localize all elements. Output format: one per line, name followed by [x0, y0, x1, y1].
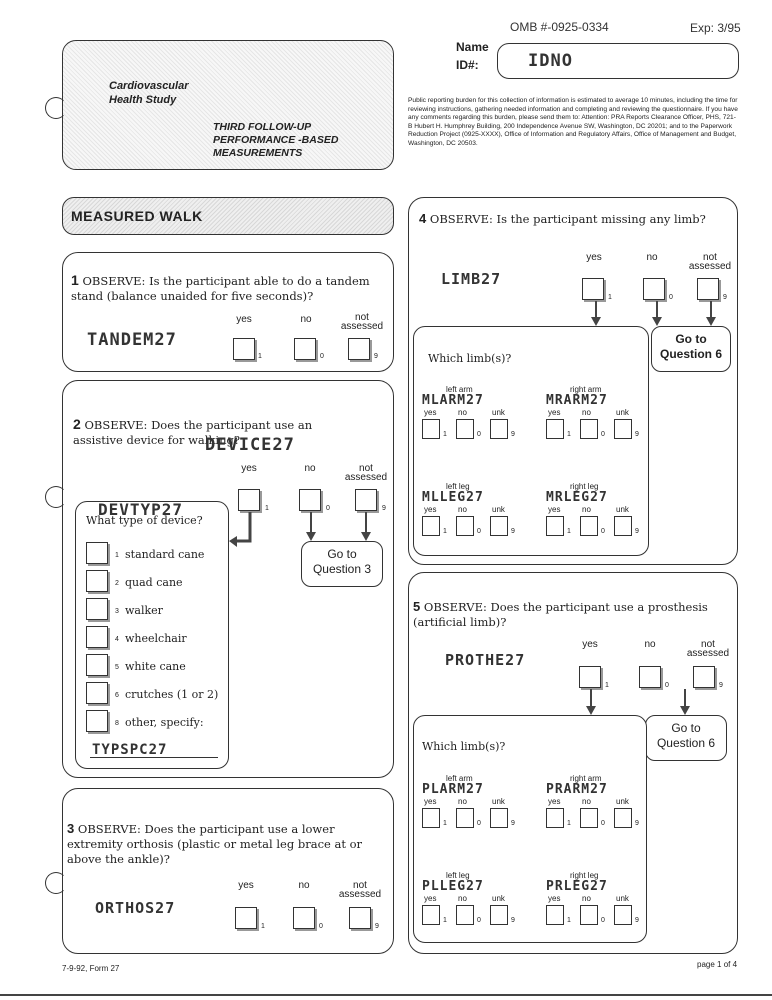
q4-right-arm-unk-checkbox[interactable] [614, 419, 632, 439]
q4-right-arm-yes-label: yes [548, 408, 561, 417]
form-subtitle-line2: PERFORMANCE -BASED [213, 134, 339, 146]
q5-right-leg-yes-code: 1 [567, 917, 571, 924]
q4-which-limb-label: Which limb(s)? [428, 352, 512, 365]
q3-yes-checkbox[interactable] [235, 907, 257, 929]
q4-right-leg-no-checkbox[interactable] [580, 516, 598, 536]
q4-left-leg-unk-label: unk [492, 505, 505, 514]
q5-right-leg-yes-checkbox[interactable] [546, 905, 564, 925]
q5-right-leg-no-label: no [582, 894, 591, 903]
q4-left-arm-no-code: 0 [477, 431, 481, 438]
device-label: standard cane [125, 548, 205, 561]
q5-arrows [409, 573, 737, 723]
q5-right-arm-no-checkbox[interactable] [580, 808, 598, 828]
q5-right-leg-no-code: 0 [601, 917, 605, 924]
q5-no-label: no [644, 639, 656, 650]
q2-yes-code: 1 [265, 505, 269, 512]
q4-right-arm-unk-code: 9 [635, 431, 639, 438]
question-5-text: OBSERVE: Does the participant use a prosthesis (artificial limb)? [413, 600, 708, 629]
question-3-box [62, 788, 394, 954]
footer-form-id: 7-9-92, Form 27 [62, 964, 120, 973]
q5-goto-box: Go to Question 6 [645, 715, 727, 761]
device-checkbox-2[interactable] [86, 570, 108, 592]
question-1-number: 1 [71, 272, 79, 288]
q5-left-arm-yes-checkbox[interactable] [422, 808, 440, 828]
device-code: 1 [115, 552, 119, 559]
footer-page-number: page 1 of 4 [697, 960, 738, 969]
study-name-line1: Cardiovascular [109, 80, 189, 92]
q2-na-code: 9 [382, 505, 386, 512]
q1-na-checkbox[interactable] [348, 338, 370, 360]
q4-right-arm-label: right arm [570, 385, 602, 394]
q5-right-arm-no-code: 0 [601, 820, 605, 827]
q5-left-leg-no-checkbox[interactable] [456, 905, 474, 925]
q5-right-arm-unk-code: 9 [635, 820, 639, 827]
q5-left-leg-unk-label: unk [492, 894, 505, 903]
q5-yes-label: yes [582, 639, 598, 650]
q5-right-leg-yes-label: yes [548, 894, 561, 903]
q5-na-code: 9 [719, 682, 723, 689]
question-2-box [62, 380, 394, 778]
q5-left-leg-variable: PLLEG27 [422, 879, 484, 894]
question-5-number: 5 [413, 599, 421, 614]
q1-yes-checkbox[interactable] [233, 338, 255, 360]
device-checkbox-6[interactable] [86, 682, 108, 704]
q5-left-arm-yes-code: 1 [443, 820, 447, 827]
q4-left-leg-yes-code: 1 [443, 528, 447, 535]
q4-right-arm-yes-code: 1 [567, 431, 571, 438]
q4-right-leg-unk-label: unk [616, 505, 629, 514]
q4-left-leg-unk-checkbox[interactable] [490, 516, 508, 536]
q4-left-leg-no-label: no [458, 505, 467, 514]
device-code: 4 [115, 636, 119, 643]
q4-right-leg-no-code: 0 [601, 528, 605, 535]
q4-left-leg-variable: MLLEG27 [422, 490, 484, 505]
question-3-variable: ORTHOS27 [95, 899, 176, 917]
q4-right-arm-no-label: no [582, 408, 591, 417]
q5-left-arm-variable: PLARM27 [422, 782, 484, 797]
q2-yes-label: yes [241, 463, 257, 474]
q4-na-label: not assessed [688, 252, 732, 272]
q4-right-arm-yes-checkbox[interactable] [546, 419, 564, 439]
q5-na-label: not assessed [686, 639, 730, 659]
q4-left-leg-no-code: 0 [477, 528, 481, 535]
q4-right-arm-no-checkbox[interactable] [580, 419, 598, 439]
form-subtitle-line3: MEASUREMENTS [213, 147, 303, 159]
bottom-edge-line [0, 994, 772, 996]
study-name-line2: Health Study [109, 94, 177, 106]
device-checkbox-1[interactable] [86, 542, 108, 564]
q4-left-arm-unk-code: 9 [511, 431, 515, 438]
question-5-box [408, 572, 738, 954]
id-value: IDNO [528, 51, 573, 71]
q4-left-arm-no-label: no [458, 408, 467, 417]
q5-left-arm-no-label: no [458, 797, 467, 806]
q5-right-leg-no-checkbox[interactable] [580, 905, 598, 925]
device-label: white cane [125, 660, 186, 673]
q5-yes-code: 1 [605, 682, 609, 689]
q2-no-code: 0 [326, 505, 330, 512]
q5-right-leg-label: right leg [570, 871, 599, 880]
q4-left-arm-yes-label: yes [424, 408, 437, 417]
q5-left-leg-unk-code: 9 [511, 917, 515, 924]
question-5-variable: PROTHE27 [445, 651, 526, 669]
specify-line[interactable] [90, 757, 218, 758]
q5-right-arm-variable: PRARM27 [546, 782, 608, 797]
question-4-box [408, 197, 738, 565]
binder-hole-3 [45, 872, 67, 894]
q4-no-code: 0 [669, 294, 673, 301]
question-1-box [62, 252, 394, 372]
q5-left-leg-yes-label: yes [424, 894, 437, 903]
q5-left-leg-label: left leg [446, 871, 470, 880]
q5-left-leg-unk-checkbox[interactable] [490, 905, 508, 925]
q4-yes-label: yes [586, 252, 602, 263]
question-4-number: 4 [419, 211, 427, 226]
question-3-number: 3 [67, 821, 75, 836]
q4-right-leg-no-label: no [582, 505, 591, 514]
q2-goto-box: Go to Question 3 [301, 541, 383, 587]
binder-hole-1 [45, 97, 67, 119]
device-checkbox-8[interactable] [86, 710, 108, 732]
q5-right-leg-unk-label: unk [616, 894, 629, 903]
question-2-number: 2 [73, 416, 81, 432]
q5-left-arm-unk-checkbox[interactable] [490, 808, 508, 828]
q5-left-leg-yes-code: 1 [443, 917, 447, 924]
q4-right-leg-yes-code: 1 [567, 528, 571, 535]
device-label: quad cane [125, 576, 183, 589]
device-type-question: What type of device? [86, 514, 203, 527]
question-1-variable: TANDEM27 [87, 330, 177, 350]
device-label: wheelchair [125, 632, 187, 645]
device-type-box [75, 501, 229, 769]
q3-yes-code: 1 [261, 923, 265, 930]
q4-right-leg-unk-code: 9 [635, 528, 639, 535]
expiration-date: Exp: 3/95 [690, 21, 741, 35]
device-code: 3 [115, 608, 119, 615]
q5-right-leg-variable: PRLEG27 [546, 879, 608, 894]
q5-right-arm-yes-code: 1 [567, 820, 571, 827]
q4-left-leg-no-checkbox[interactable] [456, 516, 474, 536]
q4-left-leg-yes-label: yes [424, 505, 437, 514]
specify-variable: TYPSPC27 [92, 742, 168, 758]
question-2-text: OBSERVE: Does the participant use an assistive device for walking? [73, 418, 313, 447]
device-checkbox-5[interactable] [86, 654, 108, 676]
q1-yes-label: yes [236, 314, 252, 325]
question-4-text: OBSERVE: Is the participant missing any limb? [429, 212, 706, 226]
q5-right-arm-yes-label: yes [548, 797, 561, 806]
q5-which-limb-box [413, 715, 647, 943]
device-code: 8 [115, 720, 119, 727]
q5-no-code: 0 [665, 682, 669, 689]
q4-left-arm-label: left arm [446, 385, 473, 394]
section-title-box [62, 197, 394, 235]
omb-number: OMB #-0925-0334 [510, 20, 609, 34]
q5-left-arm-label: left arm [446, 774, 473, 783]
q4-left-arm-unk-checkbox[interactable] [490, 419, 508, 439]
device-checkbox-4[interactable] [86, 626, 108, 648]
q1-yes-code: 1 [258, 353, 262, 360]
q5-right-arm-label: right arm [570, 774, 602, 783]
id-label: ID#: [456, 58, 479, 72]
q4-goto-box: Go to Question 6 [651, 326, 731, 372]
q3-na-code: 9 [375, 923, 379, 930]
id-field[interactable] [497, 43, 739, 79]
q4-right-leg-label: right leg [570, 482, 599, 491]
device-type-variable: DEVTYP27 [98, 500, 184, 519]
q4-left-leg-label: left leg [446, 482, 470, 491]
q4-left-arm-variable: MLARM27 [422, 393, 484, 408]
q3-na-label: not assessed [338, 880, 382, 900]
q5-left-arm-no-code: 0 [477, 820, 481, 827]
device-label: crutches (1 or 2) [125, 688, 219, 701]
q3-no-checkbox[interactable] [293, 907, 315, 929]
q3-na-checkbox[interactable] [349, 907, 371, 929]
q4-left-arm-no-checkbox[interactable] [456, 419, 474, 439]
q5-right-arm-unk-label: unk [616, 797, 629, 806]
q5-left-leg-yes-checkbox[interactable] [422, 905, 440, 925]
q4-right-leg-yes-checkbox[interactable] [546, 516, 564, 536]
q1-na-code: 9 [374, 353, 378, 360]
device-code: 2 [115, 580, 119, 587]
q1-na-label: not assessed [340, 312, 384, 332]
q5-right-leg-unk-checkbox[interactable] [614, 905, 632, 925]
study-header-box [62, 40, 394, 170]
q4-right-leg-yes-label: yes [548, 505, 561, 514]
q4-right-leg-variable: MRLEG27 [546, 490, 608, 505]
question-1-text: OBSERVE: Is the participant able to do a tandem stand (balance unaided for five seconds)? [71, 274, 370, 303]
device-label: other, specify: [125, 716, 204, 729]
q4-na-code: 9 [723, 294, 727, 301]
q4-left-leg-unk-code: 9 [511, 528, 515, 535]
q5-which-limb-label: Which limb(s)? [422, 740, 506, 753]
q5-left-arm-unk-label: unk [492, 797, 505, 806]
q5-right-arm-yes-checkbox[interactable] [546, 808, 564, 828]
q5-left-arm-unk-code: 9 [511, 820, 515, 827]
burden-statement: Public reporting burden for this collection of information is estimated to average 10 minutes, including the time for reviewing instructions, gathering needed information and completing and reviewing the questionnaire. If you have any comments regarding this burden, please send them to: Attention: PRA Reports Clearance Officer, PHS, 721-B Hubert H. Humphrey Building, 200 Independence Avenue SW, Washington, DC 20201; and to the Paperwork Reduction Project (0925-XXXX), Office of Information and Regulatory Affairs, Office of Management and Budget, Washington, DC 20503. [408, 97, 738, 147]
device-code: 6 [115, 692, 119, 699]
q4-no-label: no [646, 252, 658, 263]
device-code: 5 [115, 664, 119, 671]
q4-right-arm-unk-label: unk [616, 408, 629, 417]
question-2-variable: DEVICE27 [205, 435, 295, 455]
device-label: walker [125, 604, 163, 617]
question-3-text: OBSERVE: Does the participant use a lower extremity orthosis (plastic or metal leg brace at or above the ankle)? [67, 822, 363, 866]
q4-left-arm-unk-label: unk [492, 408, 505, 417]
device-checkbox-3[interactable] [86, 598, 108, 620]
q4-left-leg-yes-checkbox[interactable] [422, 516, 440, 536]
q5-right-arm-no-label: no [582, 797, 591, 806]
q4-yes-code: 1 [608, 294, 612, 301]
q2-no-label: no [304, 463, 316, 474]
q5-left-leg-no-label: no [458, 894, 467, 903]
q4-right-arm-variable: MRARM27 [546, 393, 608, 408]
q1-no-checkbox[interactable] [294, 338, 316, 360]
q5-right-arm-unk-checkbox[interactable] [614, 808, 632, 828]
q3-yes-label: yes [238, 880, 254, 891]
question-4-variable: LIMB27 [441, 270, 502, 288]
name-label: Name [456, 40, 489, 54]
q3-no-label: no [298, 880, 310, 891]
q4-left-arm-yes-code: 1 [443, 431, 447, 438]
q5-right-leg-unk-code: 9 [635, 917, 639, 924]
binder-hole-2 [45, 486, 67, 508]
q1-no-label: no [300, 314, 312, 325]
q4-arrows [409, 198, 737, 338]
q2-na-label: not assessed [344, 463, 388, 483]
q4-which-limb-box [413, 326, 649, 556]
section-title: MEASURED WALK [71, 208, 203, 224]
form-subtitle-line1: THIRD FOLLOW-UP [213, 121, 312, 133]
q4-right-arm-no-code: 0 [601, 431, 605, 438]
q4-right-leg-unk-checkbox[interactable] [614, 516, 632, 536]
q5-left-arm-no-checkbox[interactable] [456, 808, 474, 828]
q4-left-arm-yes-checkbox[interactable] [422, 419, 440, 439]
q3-no-code: 0 [319, 923, 323, 930]
q1-no-code: 0 [320, 353, 324, 360]
q5-left-arm-yes-label: yes [424, 797, 437, 806]
q5-left-leg-no-code: 0 [477, 917, 481, 924]
